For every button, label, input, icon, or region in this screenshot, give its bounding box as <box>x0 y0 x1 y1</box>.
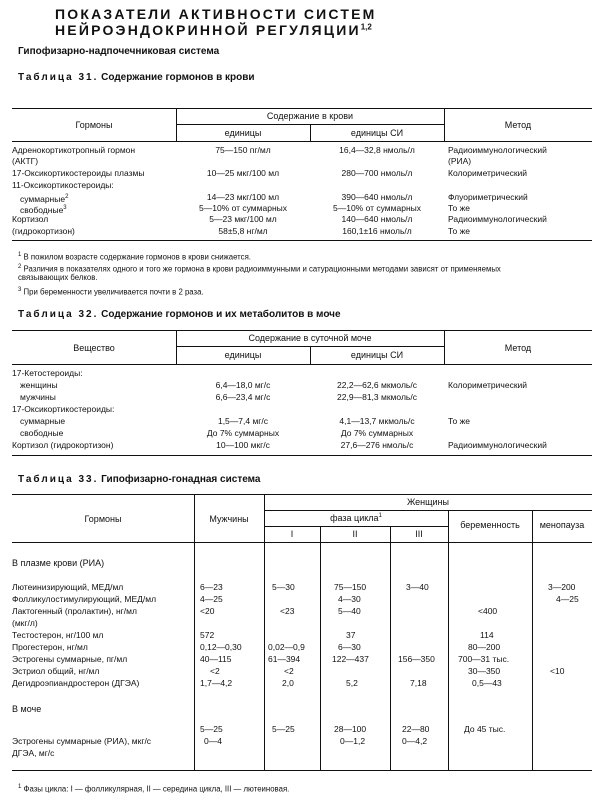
table-cell: 10—100 мкг/с <box>216 440 270 450</box>
table-cell: 6,4—18,0 мг/с <box>215 380 271 390</box>
table-cell: Флуориметрический <box>448 192 528 202</box>
section-heading: Гипофизарно-надпочечниковая система <box>18 46 220 57</box>
table-cell: 160,1±16 нмоль/л <box>342 226 412 236</box>
table-cell: До 45 тыс. <box>464 724 506 734</box>
table-cell: <400 <box>478 606 498 616</box>
table-cell: 17-Оксикортикостероиды: <box>12 404 115 414</box>
table-cell: 6—30 <box>338 642 361 652</box>
footnote: $^1$ В пожилом возрасте содержание гормонов в крови снижается. <box>18 252 251 262</box>
footnote: $^1$ Фазы цикла: I — фолликулярная, II — середина цикла, III — лютеиновая. <box>18 784 290 794</box>
table-cell: То же <box>448 416 471 426</box>
table-cell: 1,5—7,4 мг/с <box>217 416 269 426</box>
table-cell: 30—350 <box>468 666 501 676</box>
table-cell: Лютеинизирующий, МЕД/мл <box>12 582 124 592</box>
table-cell: До 7% суммарных <box>206 428 280 438</box>
rule <box>12 455 592 456</box>
table-cell: свободные <box>20 428 64 438</box>
table-cell: <2 <box>284 666 294 676</box>
rule <box>12 770 592 771</box>
col-pregnancy: беременность <box>460 520 520 530</box>
col-phase-3: III <box>415 529 423 539</box>
table-cell: свободные$^3$ <box>20 204 67 215</box>
rule <box>12 240 592 241</box>
rule <box>320 526 321 770</box>
table-cell: Радиоиммунологический <box>448 145 547 155</box>
table-cell: 28—100 <box>334 724 367 734</box>
table-cell: суммарные$^2$ <box>20 193 69 204</box>
table-cell: 37 <box>346 630 356 640</box>
table-cell: 0—1,2 <box>340 736 366 746</box>
table-cell: 22—80 <box>402 724 430 734</box>
subsection-title: В плазме крови (РИА) <box>12 558 105 568</box>
table-cell: 1,7—4,2 <box>200 678 233 688</box>
table-cell: 75—150 <box>334 582 367 592</box>
table-cell: 3—40 <box>406 582 429 592</box>
table-cell: 75—150 пг/мл <box>215 145 271 155</box>
table-cell: 572 <box>200 630 215 640</box>
table-cell: 5—25 <box>200 724 223 734</box>
page-title-line2: НЕЙРОЭНДОКРИННОЙ РЕГУЛЯЦИИ$^{1,2}$ <box>55 22 372 38</box>
table-cell: 7,18 <box>410 678 427 688</box>
table-31-caption: Таблица 31. Содержание гормонов в крови <box>18 72 255 83</box>
table-cell: Эстрогены суммарные, пг/мл <box>12 654 128 664</box>
table-cell: 0—4,2 <box>402 736 428 746</box>
table-cell: 700—31 тыс. <box>458 654 510 664</box>
table-cell: 22,9—81,3 мкмоль/с <box>337 392 417 402</box>
rule <box>12 542 592 543</box>
table-cell: 17-Оксикортикостероиды плазмы <box>12 168 145 178</box>
table-cell: 5—10% от суммарных <box>199 203 287 213</box>
table-cell: 140—640 нмоль/л <box>341 214 413 224</box>
table-cell: 58±5,8 нг/мл <box>218 226 268 236</box>
table-cell: (мкг/л) <box>12 618 38 628</box>
col-hormones: Гормоны <box>75 120 113 130</box>
table-cell: 14—23 мкг/100 мл <box>206 192 280 202</box>
table-cell: <2 <box>210 666 220 676</box>
table-cell: 390—640 нмоль/л <box>341 192 413 202</box>
col-si: единицы СИ <box>350 128 404 138</box>
table-cell: 80—200 <box>468 642 501 652</box>
table-cell: Кортизол <box>12 214 49 224</box>
table-cell: 122—437 <box>332 654 369 664</box>
col-men: Мужчины <box>209 514 249 524</box>
table-cell: Адренокортикотропный гормон <box>12 145 136 155</box>
footnote: $^3$ При беременности увеличивается почти в 2 раза. <box>18 287 204 297</box>
table-cell: 61—394 <box>268 654 301 664</box>
table-cell: Дегидроэпиандростерон (ДГЭА) <box>12 678 140 688</box>
table-cell: мужчины <box>20 392 56 402</box>
table-cell: 5—30 <box>272 582 295 592</box>
table-cell: ДГЭА, мг/с <box>12 748 55 758</box>
table-cell: 17-Кетостероиды: <box>12 368 83 378</box>
col-units: единицы <box>224 350 262 360</box>
col-content: Содержание в крови <box>266 111 354 121</box>
table-cell: Эстрогены суммарные (РИА), мкг/с <box>12 736 152 746</box>
col-phase: фаза цикла$^1$ <box>330 513 382 523</box>
rule <box>264 526 448 527</box>
table-cell: суммарные <box>20 416 66 426</box>
table-cell: Тестостерон, нг/100 мл <box>12 630 104 640</box>
table-cell: <23 <box>280 606 295 616</box>
table-cell: 4—25 <box>556 594 579 604</box>
table-32-caption: Таблица 32. Содержание гормонов и их метаболитов в моче <box>18 309 341 320</box>
table-cell: 4,1—13,7 мкмоль/с <box>339 416 415 426</box>
col-content: Содержание в суточной моче <box>248 333 372 343</box>
table-cell: 0,12—0,30 <box>200 642 242 652</box>
table-cell: 6,6—23,4 мг/с <box>215 392 271 402</box>
table-cell: Радиоиммунологический <box>448 440 547 450</box>
table-cell: То же <box>448 203 471 213</box>
rule <box>448 510 449 770</box>
table-cell: Колориметрический <box>448 168 528 178</box>
col-hormones: Гормоны <box>84 514 122 524</box>
table-cell: Прогестерон, нг/мл <box>12 642 88 652</box>
table-cell: 3—200 <box>548 582 576 592</box>
table-cell: 6—23 <box>200 582 223 592</box>
table-cell: <20 <box>200 606 215 616</box>
table-cell: 5,2 <box>346 678 358 688</box>
col-women: Женщины <box>406 497 450 507</box>
table-cell: Эстриол общий, нг/мл <box>12 666 100 676</box>
table-cell: (РИА) <box>448 156 472 166</box>
table-cell: Кортизол (гидрокортизон) <box>12 440 114 450</box>
rule <box>532 510 533 770</box>
table-cell: 40—115 <box>200 654 232 664</box>
table-cell: 0,02—0,9 <box>268 642 305 652</box>
table-cell: 22,2—62,6 мкмоль/с <box>337 380 417 390</box>
table-cell: (АКТГ) <box>12 156 39 166</box>
table-cell: 156—350 <box>398 654 435 664</box>
col-units: единицы <box>224 128 262 138</box>
table-cell: 0,5—43 <box>472 678 502 688</box>
rule <box>12 364 592 365</box>
table-cell: 280—700 нмоль/л <box>341 168 413 178</box>
rule <box>12 141 592 142</box>
table-cell: 27,6—276 нмоль/с <box>340 440 414 450</box>
table-cell: 5—25 <box>272 724 295 734</box>
table-cell: <10 <box>550 666 565 676</box>
table-cell: Фолликулостимулирующий, МЕД/мл <box>12 594 157 604</box>
table-cell: (гидрокортизон) <box>12 226 75 236</box>
table-cell: 4—30 <box>338 594 361 604</box>
table-cell: 5—40 <box>338 606 361 616</box>
table-cell: 16,4—32,8 нмоль/л <box>339 145 415 155</box>
table-cell: 5—10% от суммарных <box>333 203 421 213</box>
rule <box>12 330 592 331</box>
table-cell: Лактогенный (пролактин), нг/мл <box>12 606 137 616</box>
rule <box>12 494 592 495</box>
footnote: $^2$ Различия в показателях одного и того же гормона в крови радиоиммунными и сатурационными методами зависят от применяемых <box>18 264 501 274</box>
table-cell: 11-Оксикортикостероиды: <box>12 180 114 190</box>
col-method: Метод <box>504 120 532 130</box>
col-si: единицы СИ <box>350 350 404 360</box>
table-cell: 4—25 <box>200 594 223 604</box>
col-method: Метод <box>504 343 532 353</box>
subsection-title: В моче <box>12 704 42 714</box>
page-title-line1: ПОКАЗАТЕЛИ АКТИВНОСТИ СИСТЕМ <box>55 6 377 22</box>
table-cell: Радиоиммунологический <box>448 214 547 224</box>
table-33-caption: Таблица 33. Гипофизарно-гонадная система <box>18 474 261 485</box>
rule <box>390 526 391 770</box>
col-phase-2: II <box>352 529 358 539</box>
table-cell: 0—4 <box>204 736 222 746</box>
rule <box>194 494 195 770</box>
col-substance: Вещество <box>73 343 115 353</box>
table-cell: До 7% суммарных <box>340 428 414 438</box>
table-cell: 114 <box>480 630 494 640</box>
table-cell: 5—23 мкг/100 мл <box>209 214 277 224</box>
footnote: связывающих белков. <box>18 273 98 282</box>
col-menopause: менопауза <box>539 520 585 530</box>
table-cell: То же <box>448 226 471 236</box>
table-cell: женщины <box>20 380 58 390</box>
table-cell: Колориметрический <box>448 380 528 390</box>
rule <box>264 510 592 511</box>
rule <box>12 108 592 109</box>
table-cell: 10—25 мкг/100 мл <box>206 168 280 178</box>
table-cell: 2,0 <box>282 678 294 688</box>
col-phase-1: I <box>290 529 294 539</box>
